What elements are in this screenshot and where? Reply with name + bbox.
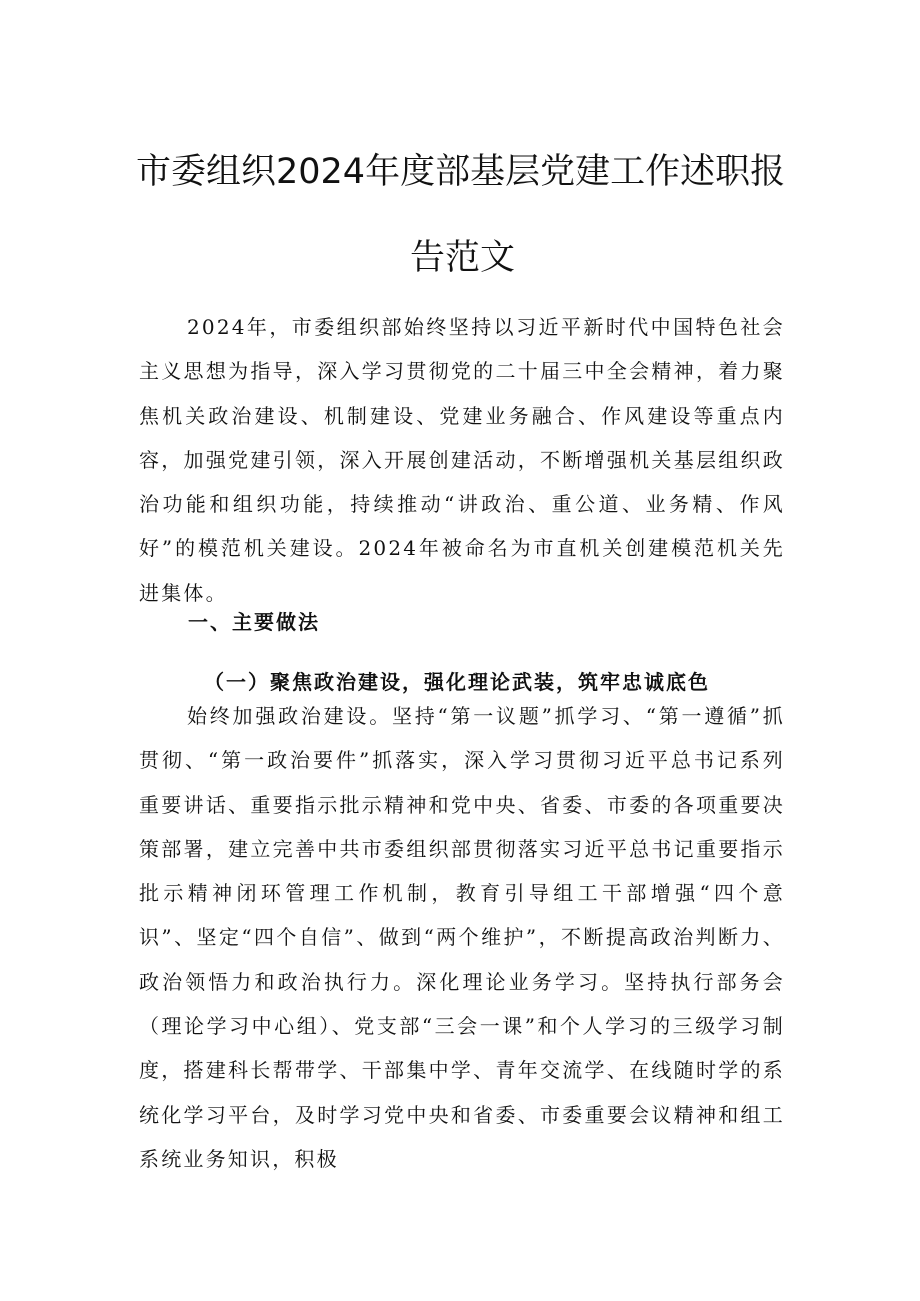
section-heading: 一、主要做法 <box>188 610 320 634</box>
document-title-line-2: 告范文 <box>410 238 516 278</box>
subsection-heading: （一）聚焦政治建设，强化理论武装，筑牢忠诚底色 <box>204 670 710 694</box>
intro-paragraph: 2024年，市委组织部始终坚持以习近平新时代中国特色社会主义思想为指导，深入学习贯彻党的二十届三中全会精神，着力聚焦机关政治建设、机制建设、党建业务融合、作风建设等重点内容，加强党建引领，深入开展创建活动，不断增强机关基层组织政治功能和组织功能，持续推动“讲政治、重公道、业务精、作风好”的模范机关建设。2024年被命名为市直机关创建模范机关先进集体。 <box>139 315 785 605</box>
document-title-line-1: 市委组织2024年度部基层党建工作述职报 <box>136 152 786 192</box>
body-paragraph: 始终加强政治建设。坚持“第一议题”抓学习、“第一遵循”抓贯彻、“第一政治要件”抓落实，深入学习贯彻习近平总书记系列重要讲话、重要指示批示精神和党中央、省委、市委的各项重要决策部署，建立完善中共市委组织部贯彻落实习近平总书记重要指示批示精神闭环管理工作机制，教育引导组工干部增强“四个意识”、坚定“四个自信”、做到“两个维护”，不断提高政治判断力、政治领悟力和政治执行力。深化理论业务学习。坚持执行部务会（理论学习中心组）、党支部“三会一课”和个人学习的三级学习制度，搭建科长帮带学、干部集中学、青年交流学、在线随时学的系统化学习平台，及时学习党中央和省委、市委重要会议精神和组工系统业务知识，积极 <box>139 704 785 1171</box>
